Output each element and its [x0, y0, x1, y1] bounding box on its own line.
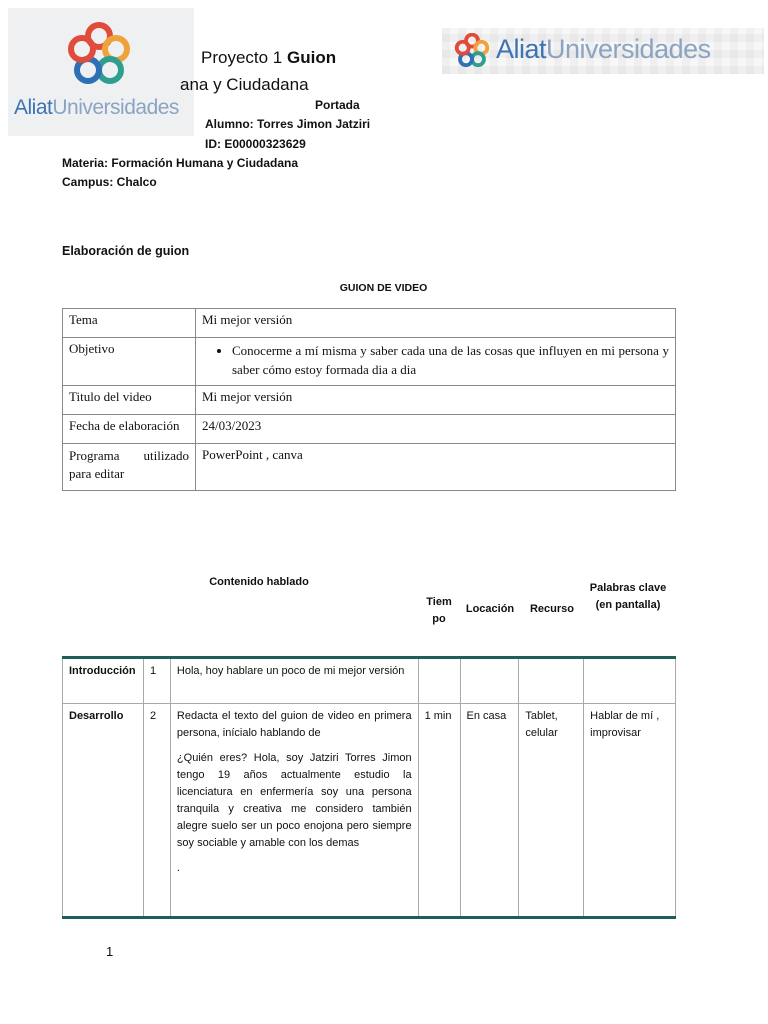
desarrollo-palabras: Hablar de mí , improvisar [584, 704, 676, 918]
tema-value: Mi mejor versión [196, 309, 676, 338]
header-recurso: Recurso [529, 603, 575, 615]
table-row [63, 309, 676, 338]
table-row [63, 338, 676, 386]
intro-tiempo [418, 658, 460, 704]
row-number: 2 [143, 704, 170, 918]
table-row [63, 444, 676, 491]
aliat-flower-icon [66, 22, 132, 88]
page-number: 1 [106, 944, 114, 959]
section-title: Elaboración de guion [62, 244, 190, 258]
table-title: GUION DE VIDEO [339, 282, 428, 294]
portada-label: Portada [315, 98, 360, 112]
aliat-logo-left [8, 8, 194, 136]
desarrollo-text: Redacta el texto del guion de video en primera persona, inícialo hablando de ¿Quién eres? Hola, soy Jatziri Torres Jimon tengo 19 años actualmente estudio la licenciatura en enfermería soy una persona tranquila y creativa me considero también alegre suelo ser un poco enojona pero siempre soy sociable y amable con los demas . [170, 704, 418, 918]
logo-universidades-text: Universidades [52, 96, 179, 119]
desarrollo-tiempo: 1 min [418, 704, 460, 918]
programa-value: PowerPoint , canva [196, 444, 676, 491]
logo-aliat-text: Aliat [14, 96, 53, 119]
stage-intro: Introducción [63, 658, 144, 704]
student-name: Alumno: Torres Jimon Jatziri [205, 117, 371, 131]
campus-name: Campus: Chalco [62, 175, 157, 189]
intro-locacion [460, 658, 519, 704]
intro-recurso [519, 658, 584, 704]
row-number: 1 [143, 658, 170, 704]
desarrollo-recurso: Tablet, celular [519, 704, 584, 918]
objetivo-cell [196, 338, 676, 386]
video-info-table [62, 308, 676, 491]
table-row [63, 386, 676, 415]
objetivo-label: Objetivo [63, 338, 196, 386]
intro-text: Hola, hoy hablare un poco de mi mejor versión [170, 658, 418, 704]
header-locacion: Locación [465, 603, 515, 615]
table-row [63, 704, 676, 918]
table-row [63, 658, 676, 704]
fecha-value: 24/03/2023 [196, 415, 676, 444]
objetivo-list [202, 341, 669, 379]
titulo-value: Mi mejor versión [196, 386, 676, 415]
aliat-logo-right [442, 28, 764, 74]
project-title: Proyecto 1 Guion [201, 48, 337, 67]
programa-label: Programa utilizado para editar [63, 444, 196, 491]
intro-palabras [584, 658, 676, 704]
table-row [63, 415, 676, 444]
header-tiempo: Tiem po [426, 596, 452, 625]
aliat-flower-icon [454, 33, 490, 69]
desarrollo-locacion: En casa [460, 704, 519, 918]
student-id: ID: E00000323629 [205, 137, 306, 151]
titulo-label: Titulo del video [63, 386, 196, 415]
subject-name: Materia: Formación Humana y Ciudadana [62, 156, 299, 170]
fecha-label: Fecha de elaboración [63, 415, 196, 444]
script-table [62, 656, 676, 919]
logo-universidades-text: Universidades [546, 34, 711, 64]
subject-fragment: ana y Ciudadana [180, 75, 309, 94]
header-contenido: Contenido hablado [209, 576, 309, 588]
tema-label: Tema [63, 309, 196, 338]
objetivo-value: • Conocerme a mí misma y saber cada una de las cosas que influyen en mi persona y saber cómo estoy formada dia a dia [232, 341, 669, 379]
logo-aliat-text: Aliat [496, 34, 547, 64]
header-palabras: Palabras clave (en pantalla) [589, 582, 667, 611]
stage-desarrollo: Desarrollo [63, 704, 144, 918]
